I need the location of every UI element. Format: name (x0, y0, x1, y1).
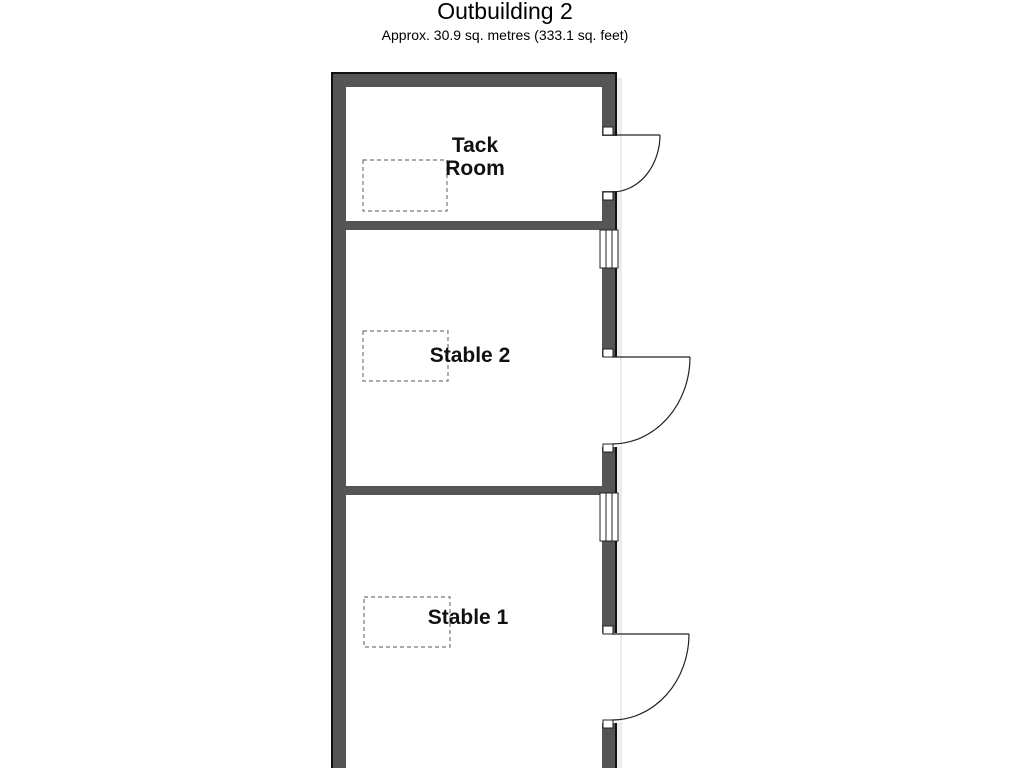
door-jamb (603, 349, 613, 357)
plan-area: Approx. 30.9 sq. metres (333.1 sq. feet) (381, 27, 629, 43)
stable-1-floor (346, 495, 602, 768)
stable-2-window (600, 230, 618, 268)
stable-1-window (600, 493, 618, 541)
door-jamb (603, 720, 613, 728)
stable-2-door (612, 357, 690, 444)
door-jamb (603, 192, 613, 200)
tack-room-label-line1: Tack (451, 134, 499, 157)
stable-2-label: Stable 2 (429, 344, 511, 367)
tack-room-door-opening (600, 136, 620, 191)
plan-title: Outbuilding 2 (437, 0, 573, 24)
door-jamb (603, 444, 613, 452)
stable-1-door (612, 634, 689, 720)
stable-1-door-opening (600, 633, 620, 723)
door-jamb (603, 626, 613, 634)
stable-1-label: Stable 1 (427, 606, 509, 629)
door-jamb (603, 127, 613, 135)
tack-room-label-line2: Room (445, 157, 505, 180)
stable-2-door-opening (600, 357, 620, 447)
